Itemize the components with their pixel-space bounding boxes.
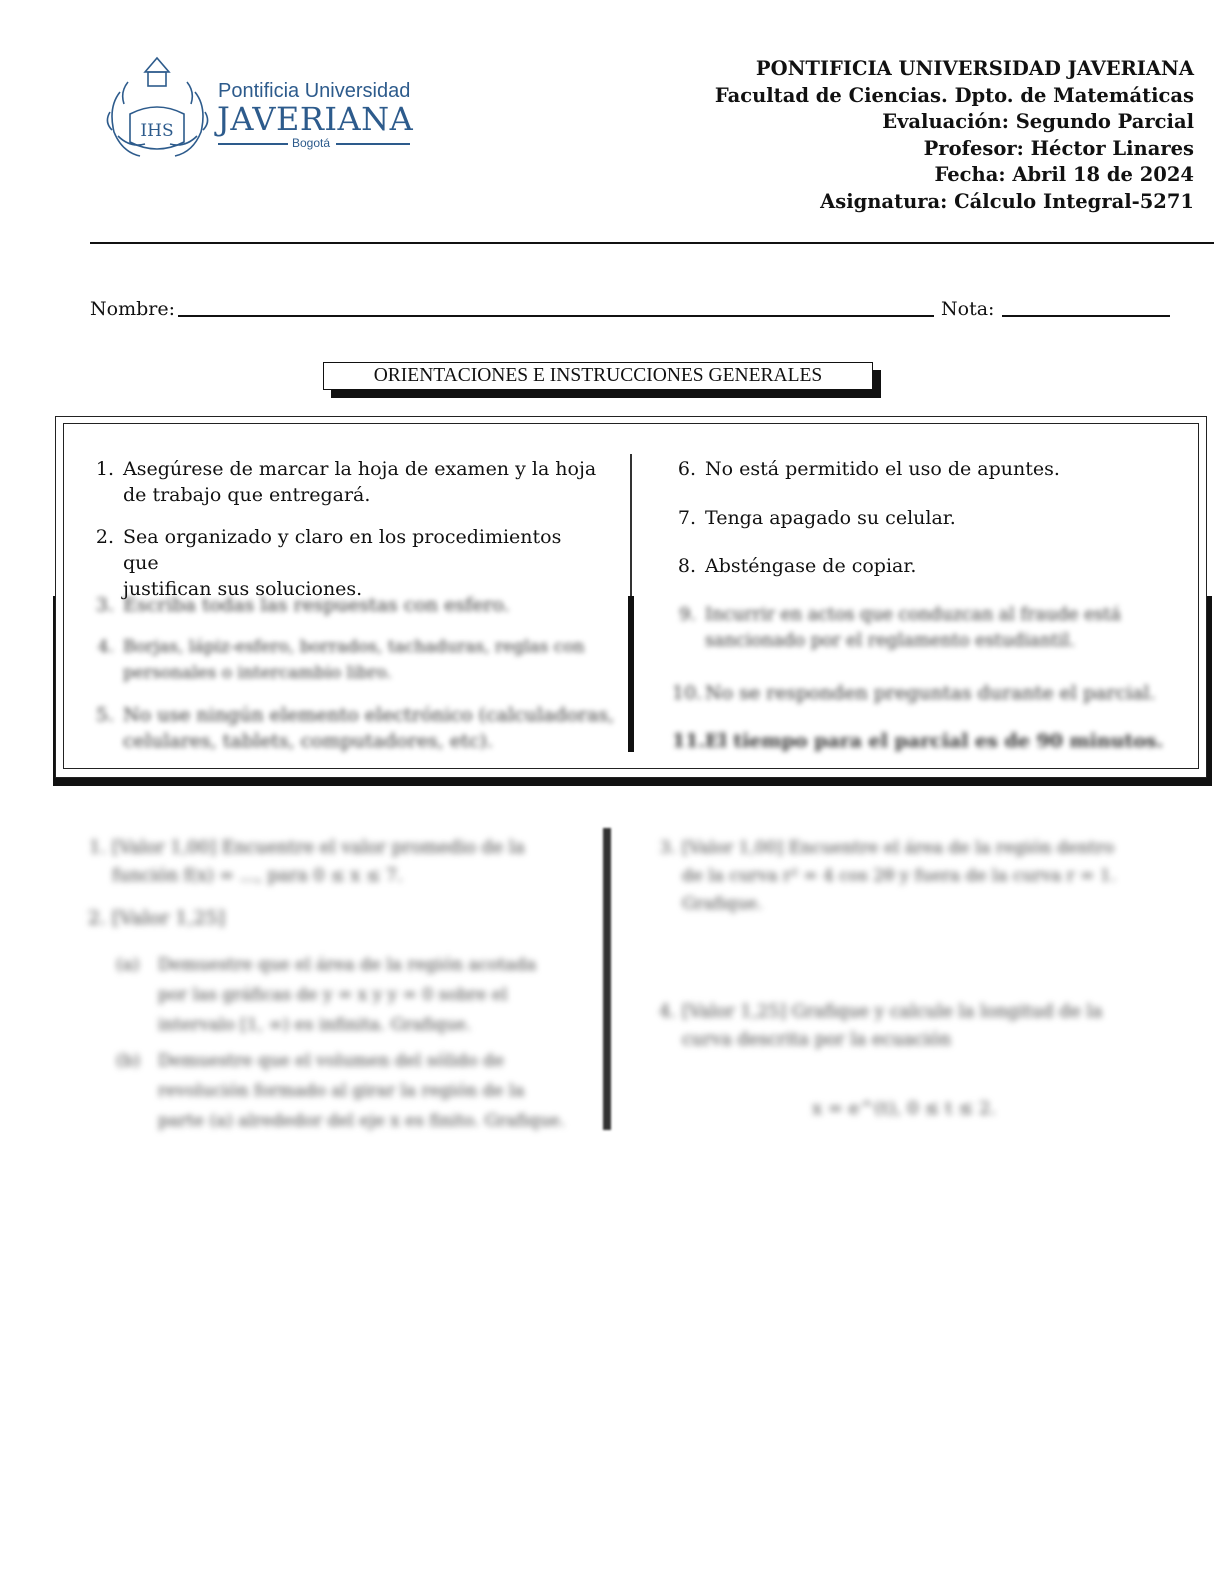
problems-column-divider	[603, 828, 611, 1130]
column-divider	[630, 454, 632, 596]
exam-date: Fecha: Abril 18 de 2024	[934, 163, 1194, 186]
column-divider-thick	[628, 596, 634, 752]
instructions-title: ORIENTACIONES E INSTRUCCIONES GENERALES	[323, 362, 873, 390]
exam-header	[715, 56, 1194, 215]
logo-line-3: Bogotá	[292, 136, 331, 150]
name-field[interactable]	[178, 315, 934, 317]
name-label: Nombre:	[90, 298, 175, 320]
instructions-title-box	[323, 362, 873, 390]
course-name: Asignatura: Cálculo Integral-5271	[820, 189, 1194, 213]
logo-rule-left	[218, 143, 288, 145]
university-logo	[100, 52, 420, 162]
crest-icon	[100, 52, 215, 162]
problem-4-equation: x = e^(t), 0 ≤ t ≤ 2.	[812, 1098, 997, 1119]
logo-rule-right	[336, 143, 410, 145]
header-divider	[90, 242, 1214, 244]
logo-line-2: JAVERIANA	[217, 100, 414, 138]
faculty-name: Facultad de Ciencias. Dpto. de Matemáticas	[714, 83, 1194, 107]
grade-label: Nota:	[941, 298, 995, 320]
evaluation-type: Evaluación: Segundo Parcial	[882, 110, 1194, 133]
professor-name: Profesor: Héctor Linares	[923, 136, 1194, 160]
university-name: PONTIFICIA UNIVERSIDAD JAVERIANA	[755, 57, 1194, 80]
logo-line-1: Pontificia Universidad	[218, 80, 411, 102]
grade-field[interactable]	[1002, 315, 1170, 317]
svg-text:IHS: IHS	[140, 121, 174, 141]
